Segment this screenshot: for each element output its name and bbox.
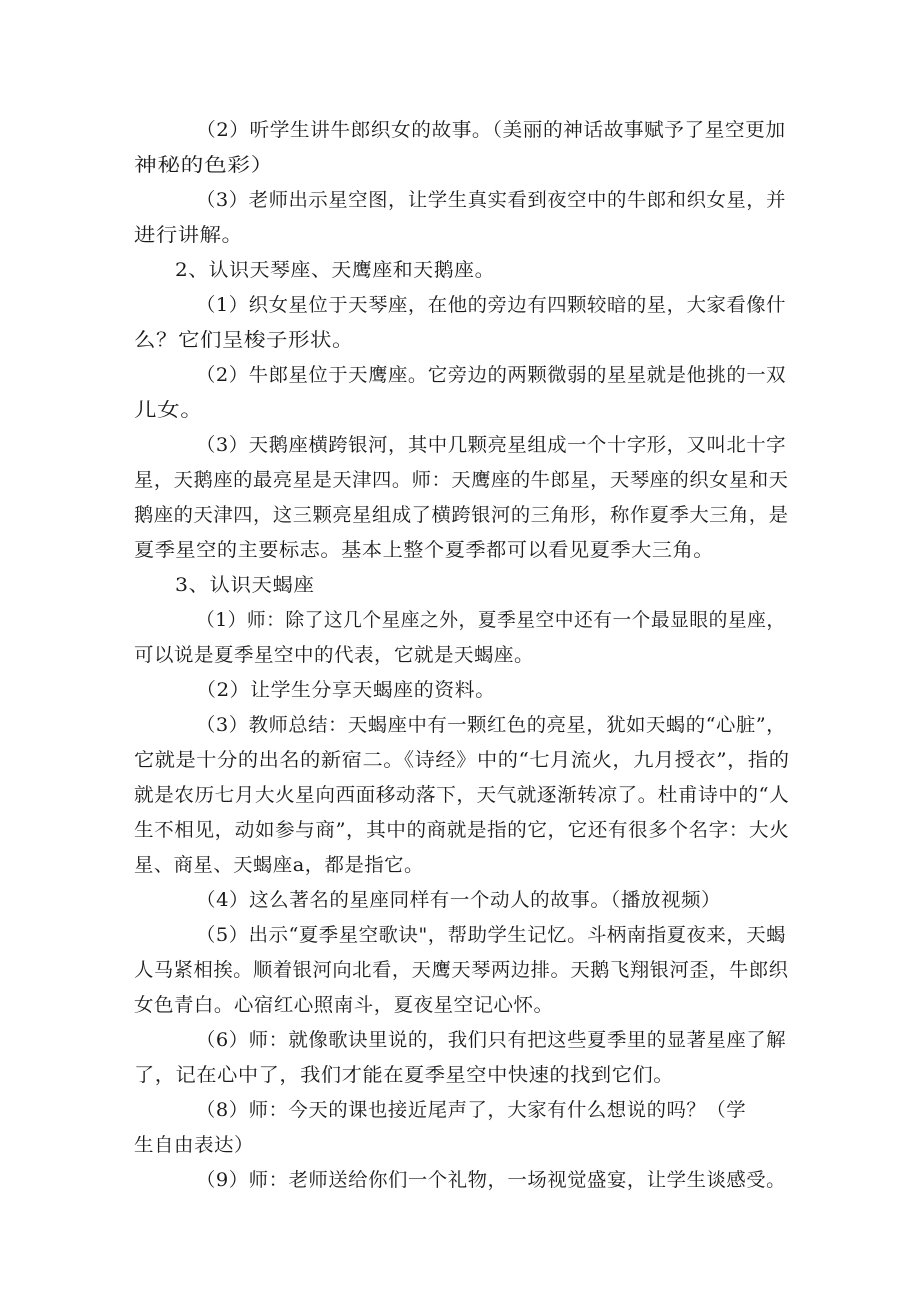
- text-line: 可以说是夏季星空中的代表，它就是天蝎座。: [134, 644, 535, 666]
- text-line: （2）听学生讲牛郎织女的故事。（美丽的神话故事赋予了星空更加: [196, 119, 786, 141]
- text-line: 夏季星空的主要标志。基本上整个夏季都可以看见夏季大三角。: [134, 539, 715, 561]
- text-line: （9）师：老师送给你们一个礼物，一场视觉盛宴，让学生谈感受。: [196, 1169, 787, 1191]
- text-line: （6）师：就像歌诀里说的，我们只有把这些夏季里的显著星座了解: [196, 1029, 787, 1051]
- text-line: 生不相见，动如参与商”，其中的商就是指的它，它还有很多个名字：大火: [134, 819, 790, 841]
- text-line: （3）教师总结：天蝎座中有一颗红色的亮星，犹如天蝎的“心脏”，: [196, 714, 787, 736]
- text-line: 女色青白。心宿红心照南斗，夏夜星空记心怀。: [134, 994, 554, 1016]
- text-line: （4）这么著名的星座同样有一个动人的故事。（播放视频）: [196, 889, 722, 911]
- section-heading: 2、认识天琴座、天鹰座和天鹅座。: [175, 259, 496, 281]
- text-line: 就是农历七月大火星向西面移动落下，天气就逐渐转凉了。杜甫诗中的“人: [134, 784, 790, 806]
- section-heading: 3、认识天蝎座: [175, 574, 315, 596]
- text-line: （3）天鹅座横跨银河，其中几颗亮星组成一个十字形，又叫北十字: [196, 434, 787, 456]
- text-line: 人马紧相挨。顺着银河向北看，天鹰天琴两边排。天鹅飞翔银河歪，牛郎织: [134, 959, 789, 981]
- text-line: 儿女。: [134, 399, 204, 421]
- text-line: （5）出示“夏季星空歌诀"，帮助学生记忆。斗柄南指夏夜来，天蝎: [196, 924, 787, 946]
- text-line: 鹅座的天津四，这三颗亮星组成了横跨银河的三角形，称作夏季大三角，是: [134, 504, 789, 526]
- text-line: 了，记在心中了，我们才能在夏季星空中快速的找到它们。: [134, 1064, 675, 1086]
- text-line: （2）牛郎星位于天鹰座。它旁边的两颗微弱的星星就是他挑的一双: [196, 364, 787, 386]
- text-line: （1）织女星位于天琴座，在他的旁边有四颗较暗的星，大家看像什: [196, 294, 787, 316]
- text-line: 么？它们呈梭子形状。: [134, 329, 355, 351]
- text-line: （1）师：除了这几个星座之外，夏季星空中还有一个最显眼的星座，: [196, 609, 786, 631]
- text-line: （2）让学生分享天蝎座的资料。: [196, 679, 496, 701]
- text-line: （3）老师出示星空图，让学生真实看到夜空中的牛郎和织女星，并: [196, 189, 787, 211]
- text-line: 进行讲解。: [134, 224, 244, 246]
- text-line: 它就是十分的出名的新宿二。《诗经》中的“七月流火，九月授衣”，指的: [134, 749, 790, 771]
- text-line: 星，天鹅座的最亮星是天津四。师：天鹰座的牛郎星，天琴座的织女星和天: [134, 469, 789, 491]
- text-line: （8）师：今天的课也接近尾声了，大家有什么想说的吗？（学: [196, 1099, 747, 1121]
- text-line: 生自由表达）: [134, 1134, 255, 1156]
- text-line: 神秘的色彩）: [134, 154, 275, 176]
- text-line: 星、商星、天蝎座a，都是指它。: [134, 854, 424, 876]
